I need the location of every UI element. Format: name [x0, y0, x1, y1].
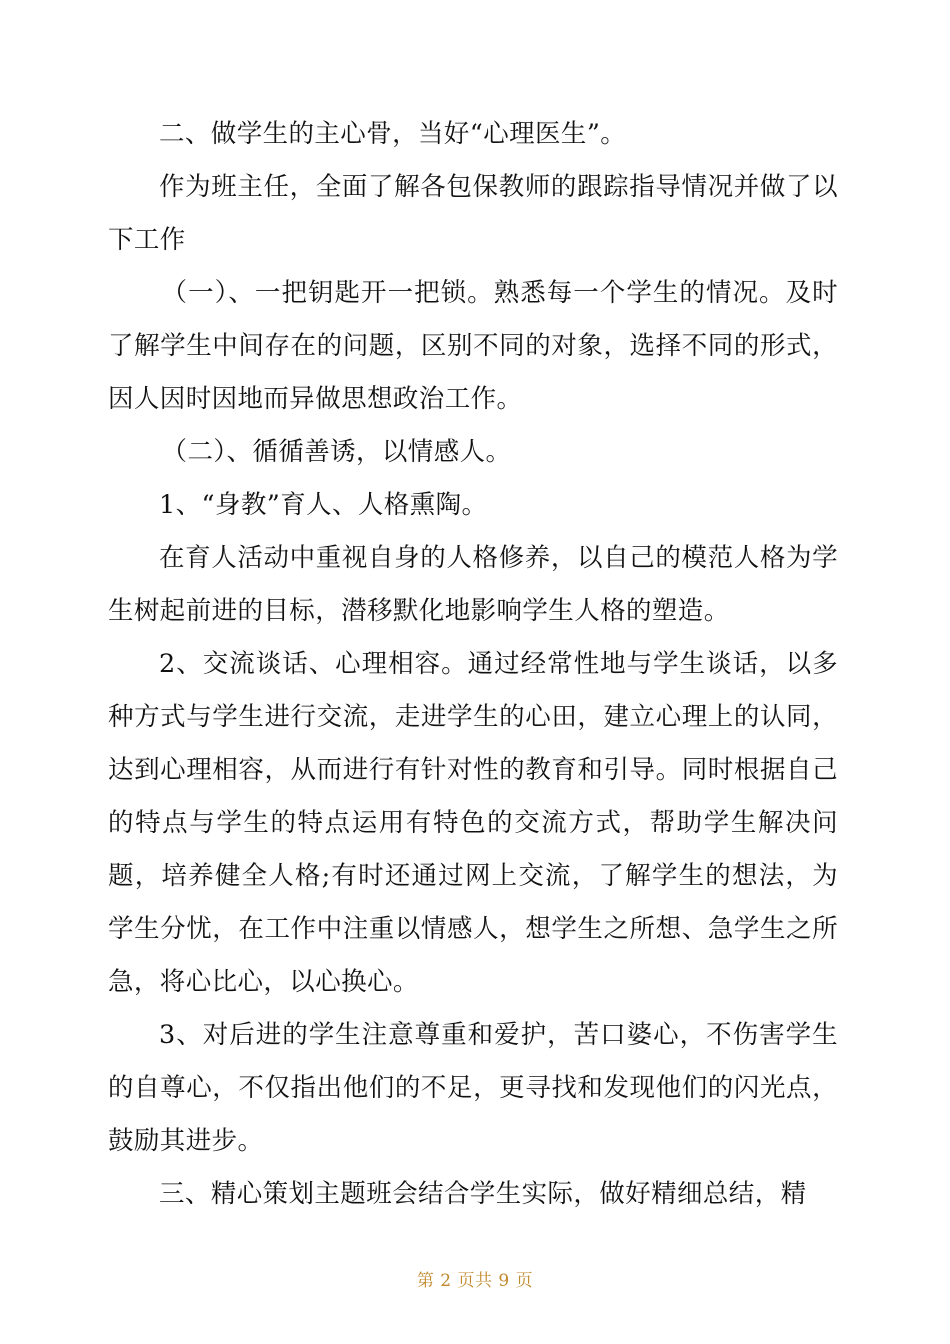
- paragraph: 作为班主任，全面了解各包保教师的跟踪指导情况并做了以下工作: [108, 172, 838, 255]
- document-body: [108, 108, 838, 1221]
- section-heading-3: 三、精心策划主题班会结合学生实际，做好精细总结，精: [159, 1179, 807, 1209]
- page-number-footer: 第 2 页共 9 页: [416, 1271, 534, 1291]
- list-item-3: 3、对后进的学生注意尊重和爱护，苦口婆心，不伤害学生的自尊心，不仅指出他们的不足，更寻找和发现他们的闪光点，鼓励其进步。: [108, 1020, 838, 1156]
- subsection-1: （一）、一把钥匙开一把锁。熟悉每一个学生的情况。及时了解学生中间存在的问题，区别不同的对象，选择不同的形式，因人因时因地而异做思想政治工作。: [108, 278, 838, 414]
- subsection-2: （二）、循循善诱，以情感人。: [161, 437, 512, 467]
- paragraph: 在育人活动中重视自身的人格修养，以自己的模范人格为学生树起前进的目标，潜移默化地影响学生人格的塑造。: [108, 543, 838, 626]
- list-item-2: 2、交流谈话、心理相容。通过经常性地与学生谈话，以多种方式与学生进行交流，走进学生的心田，建立心理上的认同，达到心理相容，从而进行有针对性的教育和引导。同时根据自己的特点与学生的特点运用有特色的交流方式，帮助学生解决问题，培养健全人格;有时还通过网上交流，了解学生的想法，为学生分忧，在工作中注重以情感人，想学生之所想、急学生之所急，将心比心，以心换心。: [108, 649, 838, 997]
- section-heading-2: 二、做学生的主心骨，当好“心理医生”。: [159, 119, 627, 149]
- list-item-1: 1、“身教”育人、人格熏陶。: [159, 490, 488, 520]
